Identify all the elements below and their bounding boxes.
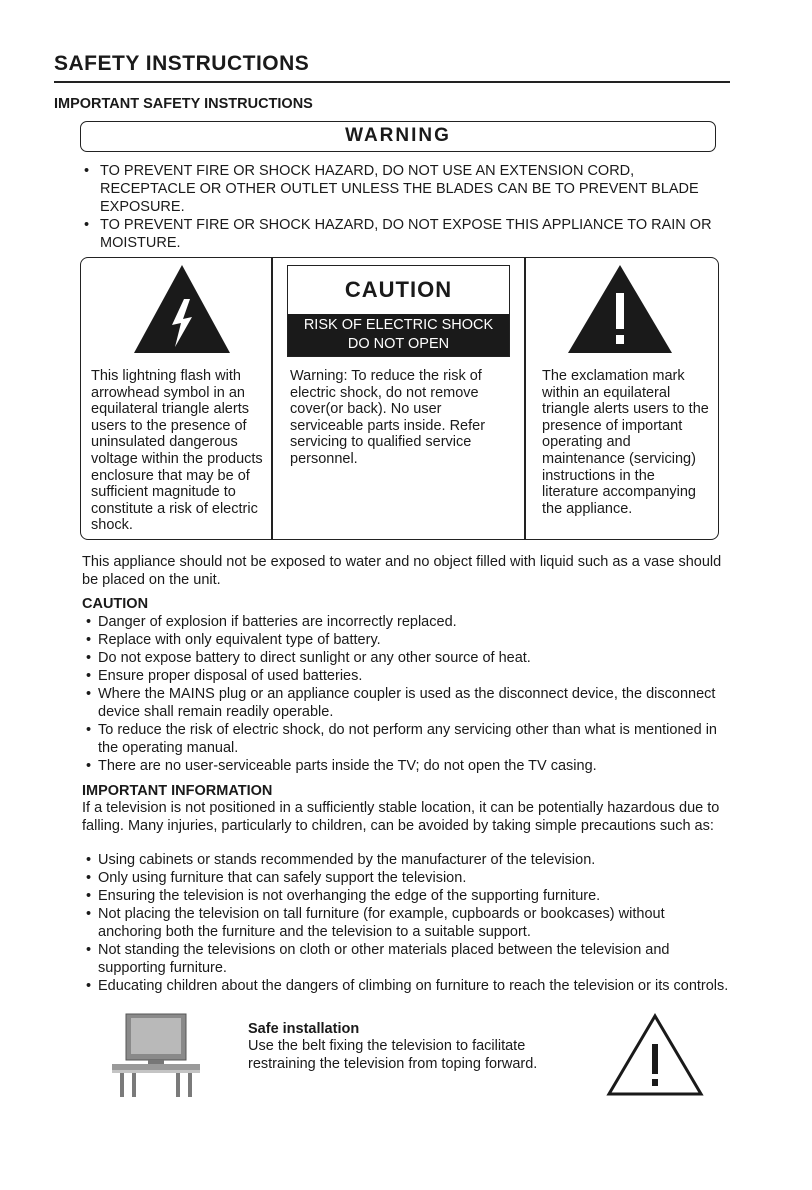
caution-label-line: RISK OF ELECTRIC SHOCK	[303, 317, 494, 333]
caution-item: • Do not expose battery to direct sunlight or any other source of heat.	[82, 649, 722, 667]
water-note: This appliance should not be exposed to water and no object filled with liquid such as a vase should be placed on the unit.	[82, 554, 722, 588]
page-title: SAFETY INSTRUCTIONS	[54, 52, 310, 75]
title-divider	[54, 81, 730, 83]
info-item: • Using cabinets or stands recommended by the manufacturer of the television.	[82, 851, 730, 869]
safe-install-heading: Safe installation	[248, 1021, 360, 1037]
caution-heading: CAUTION	[82, 596, 149, 612]
info-item: • Ensuring the television is not overhanging the edge of the supporting furniture.	[82, 887, 730, 905]
caution-label-heading: CAUTION	[344, 277, 453, 302]
info-item: • Not placing the television on tall furniture (for example, cupboards or bookcases) without anchoring both the furniture and the television to a suitable support.	[82, 905, 730, 941]
caution-item: • Danger of explosion if batteries are incorrectly replaced.	[82, 613, 722, 631]
caution-label-box	[287, 265, 510, 357]
warning-triangle-icon	[606, 1012, 704, 1096]
caution-item: • Where the MAINS plug or an appliance coupler is used as the disconnect device, the disconnect device shall remain readily operable.	[82, 685, 722, 721]
caution-item: • Ensure proper disposal of used batteries.	[82, 667, 722, 685]
warning-banner: WARNING	[80, 121, 716, 152]
info-item: • Educating children about the dangers of climbing on furniture to reach the television or its controls.	[82, 977, 730, 995]
lightning-description: This lightning flash with arrowhead symbol in an equilateral triangle alerts users to the presence of uninsulated dangerous voltage within the products enclosure that may be of sufficient magnitude to constitute a risk of electric shock.	[91, 368, 263, 534]
caution-label-line: DO NOT OPEN	[347, 336, 450, 352]
safe-install-text: Use the belt fixing the television to facilitate restraining the television from toping forward.	[248, 1038, 538, 1072]
tv-on-stand-icon	[110, 1012, 202, 1098]
info-item: • Only using furniture that can safely support the television.	[82, 869, 730, 887]
info-item: • Not standing the televisions on cloth or other materials placed between the television and supporting furniture.	[82, 941, 730, 977]
caution-description: Warning: To reduce the risk of electric shock, do not remove cover(or back). No user serviceable parts inside. Refer servicing to qualified service personnel.	[290, 368, 486, 467]
warning-item: • TO PREVENT FIRE OR SHOCK HAZARD, DO NOT EXPOSE THIS APPLIANCE TO RAIN OR MOISTURE.	[82, 216, 722, 252]
info-heading: IMPORTANT INFORMATION	[82, 783, 273, 799]
info-list	[82, 851, 730, 995]
column-divider	[271, 257, 273, 540]
caution-item: • There are no user-serviceable parts inside the TV; do not open the TV casing.	[82, 757, 722, 775]
caution-item: • Replace with only equivalent type of battery.	[82, 631, 722, 649]
caution-item: • To reduce the risk of electric shock, do not perform any servicing other than what is mentioned in the operating manual.	[82, 721, 722, 757]
warning-list	[82, 162, 722, 252]
column-divider	[524, 257, 526, 540]
exclamation-triangle-icon	[566, 263, 674, 355]
caution-label-body	[288, 314, 509, 356]
section-subtitle: IMPORTANT SAFETY INSTRUCTIONS	[54, 96, 313, 112]
info-intro: If a television is not positioned in a sufficiently stable location, it can be potentially hazardous due to falling. Many injuries, particularly to children, can be avoided by taking simple precautions such as:	[82, 800, 720, 834]
lightning-triangle-icon	[132, 263, 232, 355]
caution-list	[82, 613, 722, 775]
warning-item: • TO PREVENT FIRE OR SHOCK HAZARD, DO NOT USE AN EXTENSION CORD, RECEPTACLE OR OTHER OUTLET UNLESS THE BLADES CAN BE TO PREVENT BLADE EXPOSURE.	[82, 162, 722, 216]
exclamation-description: The exclamation mark within an equilateral triangle alerts users to the presence of important operating and maintenance (servicing) instructions in the literature accompanying the appliance.	[542, 368, 709, 517]
